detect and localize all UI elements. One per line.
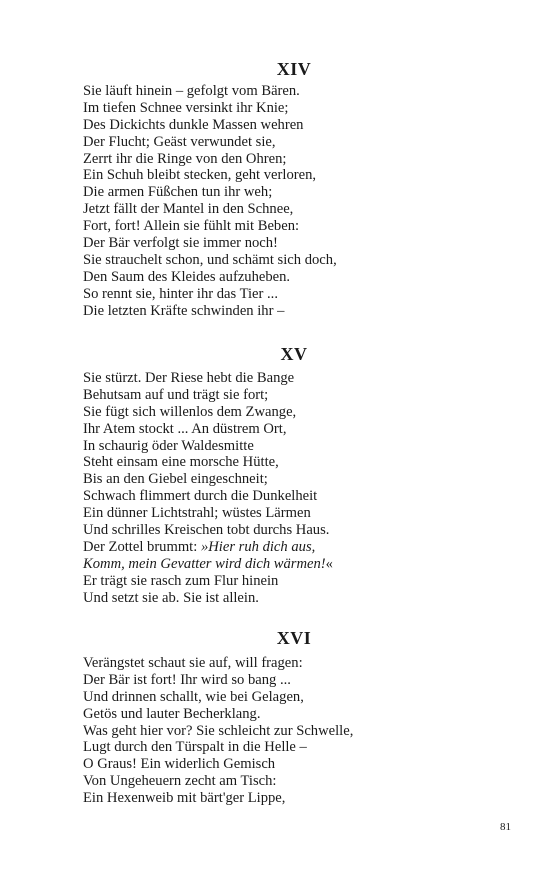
section-heading-xvi: XVI [276,628,312,648]
verse-line: Die armen Füßchen tun ihr weh; [83,184,273,201]
verse-line: In schaurig öder Waldesmitte [83,437,254,454]
stanza-xiv [83,83,337,319]
verse-line: Lugt durch den Türspalt in die Helle – [83,739,307,756]
section-heading-xv: XV [280,344,308,364]
verse-line: Fort, fort! Allein sie fühlt mit Beben: [83,218,300,235]
verse-fragment-italic: »Hier ruh dich aus, [200,538,316,555]
stanza-xvi [83,655,353,807]
verse-line: Und setzt sie ab. Sie ist allein. [83,589,259,606]
verse-line: Die letzten Kräfte schwinden ihr – [83,302,285,319]
verse-line: So rennt sie, hinter ihr das Tier ... [83,285,278,302]
verse-line-mixed [83,556,333,573]
verse-line: Von Ungeheuern zecht am Tisch: [83,773,277,790]
verse-line: Verängstet schaut sie auf, will fragen: [83,655,303,671]
verse-line: Sie fügt sich willenlos dem Zwange, [83,403,297,420]
verse-line: Getös und lauter Becherklang. [83,705,261,722]
verse-line: Ihr Atem stockt ... An düstrem Ort, [83,420,287,437]
verse-line: Der Bär verfolgt sie immer noch! [83,235,278,252]
verse-line: Den Saum des Kleides aufzuheben. [83,268,291,285]
verse-line: Sie läuft hinein – gefolgt vom Bären. [83,83,300,99]
verse-line: Zerrt ihr die Ringe von den Ohren; [83,150,287,167]
verse-line: Ein dünner Lichtstrahl; wüstes Lärmen [83,505,311,522]
page-number: 81 [500,821,511,833]
verse-line: Jetzt fällt der Mantel in den Schnee, [83,201,294,218]
verse-line: Und drinnen schallt, wie bei Gelagen, [83,688,304,705]
verse-line: Bis an den Giebel eingeschneit; [83,471,268,488]
verse-line: Im tiefen Schnee versinkt ihr Knie; [83,99,289,116]
verse-line: Der Flucht; Geäst verwundet sie, [83,133,276,150]
verse-line: Ein Hexenweib mit bärt'ger Lippe, [83,790,286,807]
section-heading-xiv: XIV [276,59,312,79]
verse-line: Sie stürzt. Der Riese hebt die Bange [83,370,295,386]
verse-line: Der Bär ist fort! Ihr wird so bang ... [83,671,291,688]
verse-line: Sie strauchelt schon, und schämt sich doch, [83,251,337,268]
verse-line-mixed [83,539,333,556]
verse-line: Und schrilles Kreischen tobt durchs Haus. [83,522,330,539]
verse-fragment: Der Zottel brummt: [83,538,201,555]
verse-fragment-italic: Komm, mein Gevatter wird dich wärmen! [83,555,326,572]
verse-line: O Graus! Ein widerlich Gemisch [83,756,276,773]
verse-line: Steht einsam eine morsche Hütte, [83,454,279,471]
verse-line: Ein Schuh bleibt stecken, geht verloren, [83,167,317,184]
verse-fragment: « [325,555,333,572]
verse-line: Behutsam auf und trägt sie fort; [83,386,269,403]
stanza-xv [83,370,333,606]
verse-line: Schwach flimmert durch die Dunkelheit [83,488,318,505]
verse-line: Was geht hier vor? Sie schleicht zur Schwelle, [83,722,354,739]
verse-line: Des Dickichts dunkle Massen wehren [83,116,304,133]
verse-line: Er trägt sie rasch zum Flur hinein [83,572,279,589]
